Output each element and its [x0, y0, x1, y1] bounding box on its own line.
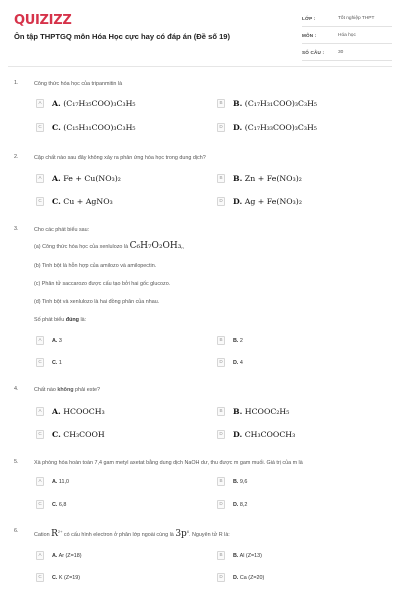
option-text: (C₁₇H₃₅COO)₃C₃H₅ [63, 99, 136, 108]
option-label: C. [52, 123, 61, 132]
question-stem: Cặp chất nào sau đây không xảy ra phản ứng hóa học trong dung dịch? [34, 155, 206, 161]
document-header [0, 0, 400, 68]
statement-a [34, 242, 384, 252]
prompt-emphasis: đúng [65, 317, 79, 323]
option-text: (C₁₅H₃₁COO)₃C₃H₅ [63, 123, 136, 132]
stem-config-sup: 6 [186, 529, 190, 534]
option-text: Zn + Fe(NO₃)₂ [244, 174, 302, 183]
question-number: 6. [14, 528, 19, 534]
option-label: B. [233, 479, 239, 485]
option-text: 6,8 [58, 502, 67, 508]
option-label: D. [233, 430, 243, 439]
option-letter: D [219, 574, 223, 579]
option-letter: A [38, 337, 42, 342]
option-letter: D [219, 198, 223, 203]
stem-text: Chất nào [34, 387, 58, 393]
option-label: A. [52, 479, 58, 485]
stem-text: Cation [34, 532, 52, 538]
option-text: (C₁₇H₃₁COO)₃C₃H₅ [244, 99, 318, 108]
page-title: Ôn tập THPTGQ môn Hóa Học cực hay có đáp án (Đề số 19) [14, 32, 231, 41]
option-letter: A [38, 175, 42, 180]
option-letter: C [38, 198, 42, 203]
option-letter: C [38, 124, 42, 129]
meta-value: Tốt nghiệp THPT [338, 16, 375, 21]
question-stem: Xà phòng hóa hoàn toàn 7,4 gam metyl axetat bằng dung dịch NaOH dư, thu được m gam muối. Giá trị của m là [34, 460, 303, 466]
option-letter: D [219, 501, 223, 506]
header-divider [8, 66, 392, 67]
option-label: C. [52, 430, 61, 439]
question-number: 1. [14, 80, 19, 86]
meta-label: SỐ CÂU : [302, 50, 325, 55]
option-label: A. [52, 553, 58, 559]
option-text: 8,2 [239, 502, 248, 508]
option-letter: A [38, 100, 42, 105]
meta-value: 30 [338, 50, 344, 55]
stem-config: 3p [175, 529, 187, 539]
option-letter: A [38, 552, 42, 557]
prompt-text: là: [78, 317, 87, 323]
option-letter: D [219, 431, 223, 436]
option-text: 2 [239, 338, 243, 344]
option-text: Al (Z=13) [239, 553, 262, 559]
option-label: D. [233, 360, 239, 366]
meta-value: Hóa học [338, 33, 356, 38]
option-label: A. [52, 174, 61, 183]
option-label: C. [52, 197, 61, 206]
option-letter: A [38, 478, 42, 483]
option-text: 9,6 [239, 479, 248, 485]
option-label: D. [233, 123, 243, 132]
option-letter: D [219, 359, 223, 364]
option-letter: B [219, 100, 223, 105]
option-label: A. [52, 407, 61, 416]
statement-c [34, 280, 384, 288]
question-number: 5. [14, 459, 19, 465]
meta-row-count [302, 49, 392, 61]
stem-emphasis: không [57, 387, 74, 393]
option-letter: C [38, 359, 42, 364]
option-letter: A [38, 408, 42, 413]
option-text: Cu + AgNO₃ [63, 197, 113, 206]
option-label: A. [52, 99, 61, 108]
option-label: C. [52, 360, 58, 366]
quizizz-logo: QUIZIZZ [14, 13, 72, 28]
statement-text: (b) Tinh bột là hỗn hợp của amilozo và amilopectin. [34, 263, 157, 269]
option-label: C. [52, 502, 58, 508]
statement-text: (c) Phân tử saccarozo được cấu tạo bởi hai gốc glucozo. [34, 281, 171, 287]
statement-text: (a) Công thức hóa học của xenlulozo là [34, 244, 130, 250]
question-number: 4. [14, 386, 19, 392]
prompt-text: Số phát biểu [34, 317, 66, 323]
meta-label: MÔN : [302, 33, 317, 38]
stem-charge: 2+ [57, 529, 63, 534]
question-number: 3. [14, 226, 19, 232]
question-stem: Công thức hóa học của tripanmitin là [34, 81, 123, 87]
question-stem [34, 528, 384, 539]
option-label: D. [233, 197, 243, 206]
option-label: B. [233, 553, 239, 559]
option-text: 3 [58, 338, 62, 344]
option-text: Ar (Z=18) [58, 553, 82, 559]
statement-d [34, 298, 384, 306]
meta-label: LỚP : [302, 16, 316, 21]
option-letter: B [219, 408, 223, 413]
option-text: CH₃COOCH₃ [244, 430, 296, 439]
option-letter: B [219, 175, 223, 180]
option-text: 4 [239, 360, 243, 366]
question-number: 2. [14, 154, 19, 160]
option-label: A. [52, 338, 58, 344]
question-stem: Cho các phát biểu sau: [34, 227, 90, 233]
meta-row-subject [302, 32, 392, 44]
option-text: K (Z=19) [58, 575, 81, 581]
statement-subscript: n [181, 245, 184, 250]
meta-panel [302, 15, 392, 66]
option-text: Ag + Fe(NO₃)₂ [244, 197, 302, 206]
option-letter: C [38, 574, 42, 579]
option-text: (C₁₇H₃₃COO)₃C₃H₅ [244, 123, 317, 132]
option-text: HCOOC₂H₅ [244, 407, 290, 416]
option-label: B. [233, 174, 243, 183]
option-letter: B [219, 552, 223, 557]
option-text: HCOOCH₃ [63, 407, 105, 416]
option-text: 11,0 [58, 479, 69, 485]
option-letter: C [38, 501, 42, 506]
stem-text: . Nguyên tử R là: [189, 532, 230, 538]
meta-row-class [302, 15, 392, 27]
option-letter: C [38, 431, 42, 436]
option-label: B. [233, 99, 243, 108]
option-text: CH₃COOH [63, 430, 105, 439]
statement-text: (d) Tinh bột và xenlulozo là hai đồng phân của nhau. [34, 299, 160, 305]
stem-text: có cấu hình electron ở phân lớp ngoài cùng là [62, 532, 176, 538]
option-label: D. [233, 502, 239, 508]
option-label: B. [233, 338, 239, 344]
question-stem [34, 386, 384, 394]
option-label: B. [233, 407, 243, 416]
option-label: C. [52, 575, 58, 581]
option-letter: B [219, 478, 223, 483]
option-letter: B [219, 337, 223, 342]
statement-b [34, 262, 384, 270]
stem-text: phải este? [73, 387, 100, 393]
question-prompt [34, 316, 384, 324]
stem-ion: R [51, 529, 58, 539]
statement-formula: C₆H₇O₂OH₃ [129, 241, 182, 251]
option-label: D. [233, 575, 239, 581]
option-text: Fe + Cu(NO₃)₂ [63, 174, 121, 183]
option-letter: D [219, 124, 223, 129]
option-text: Ca (Z=20) [239, 575, 265, 581]
option-text: 1 [58, 360, 62, 366]
